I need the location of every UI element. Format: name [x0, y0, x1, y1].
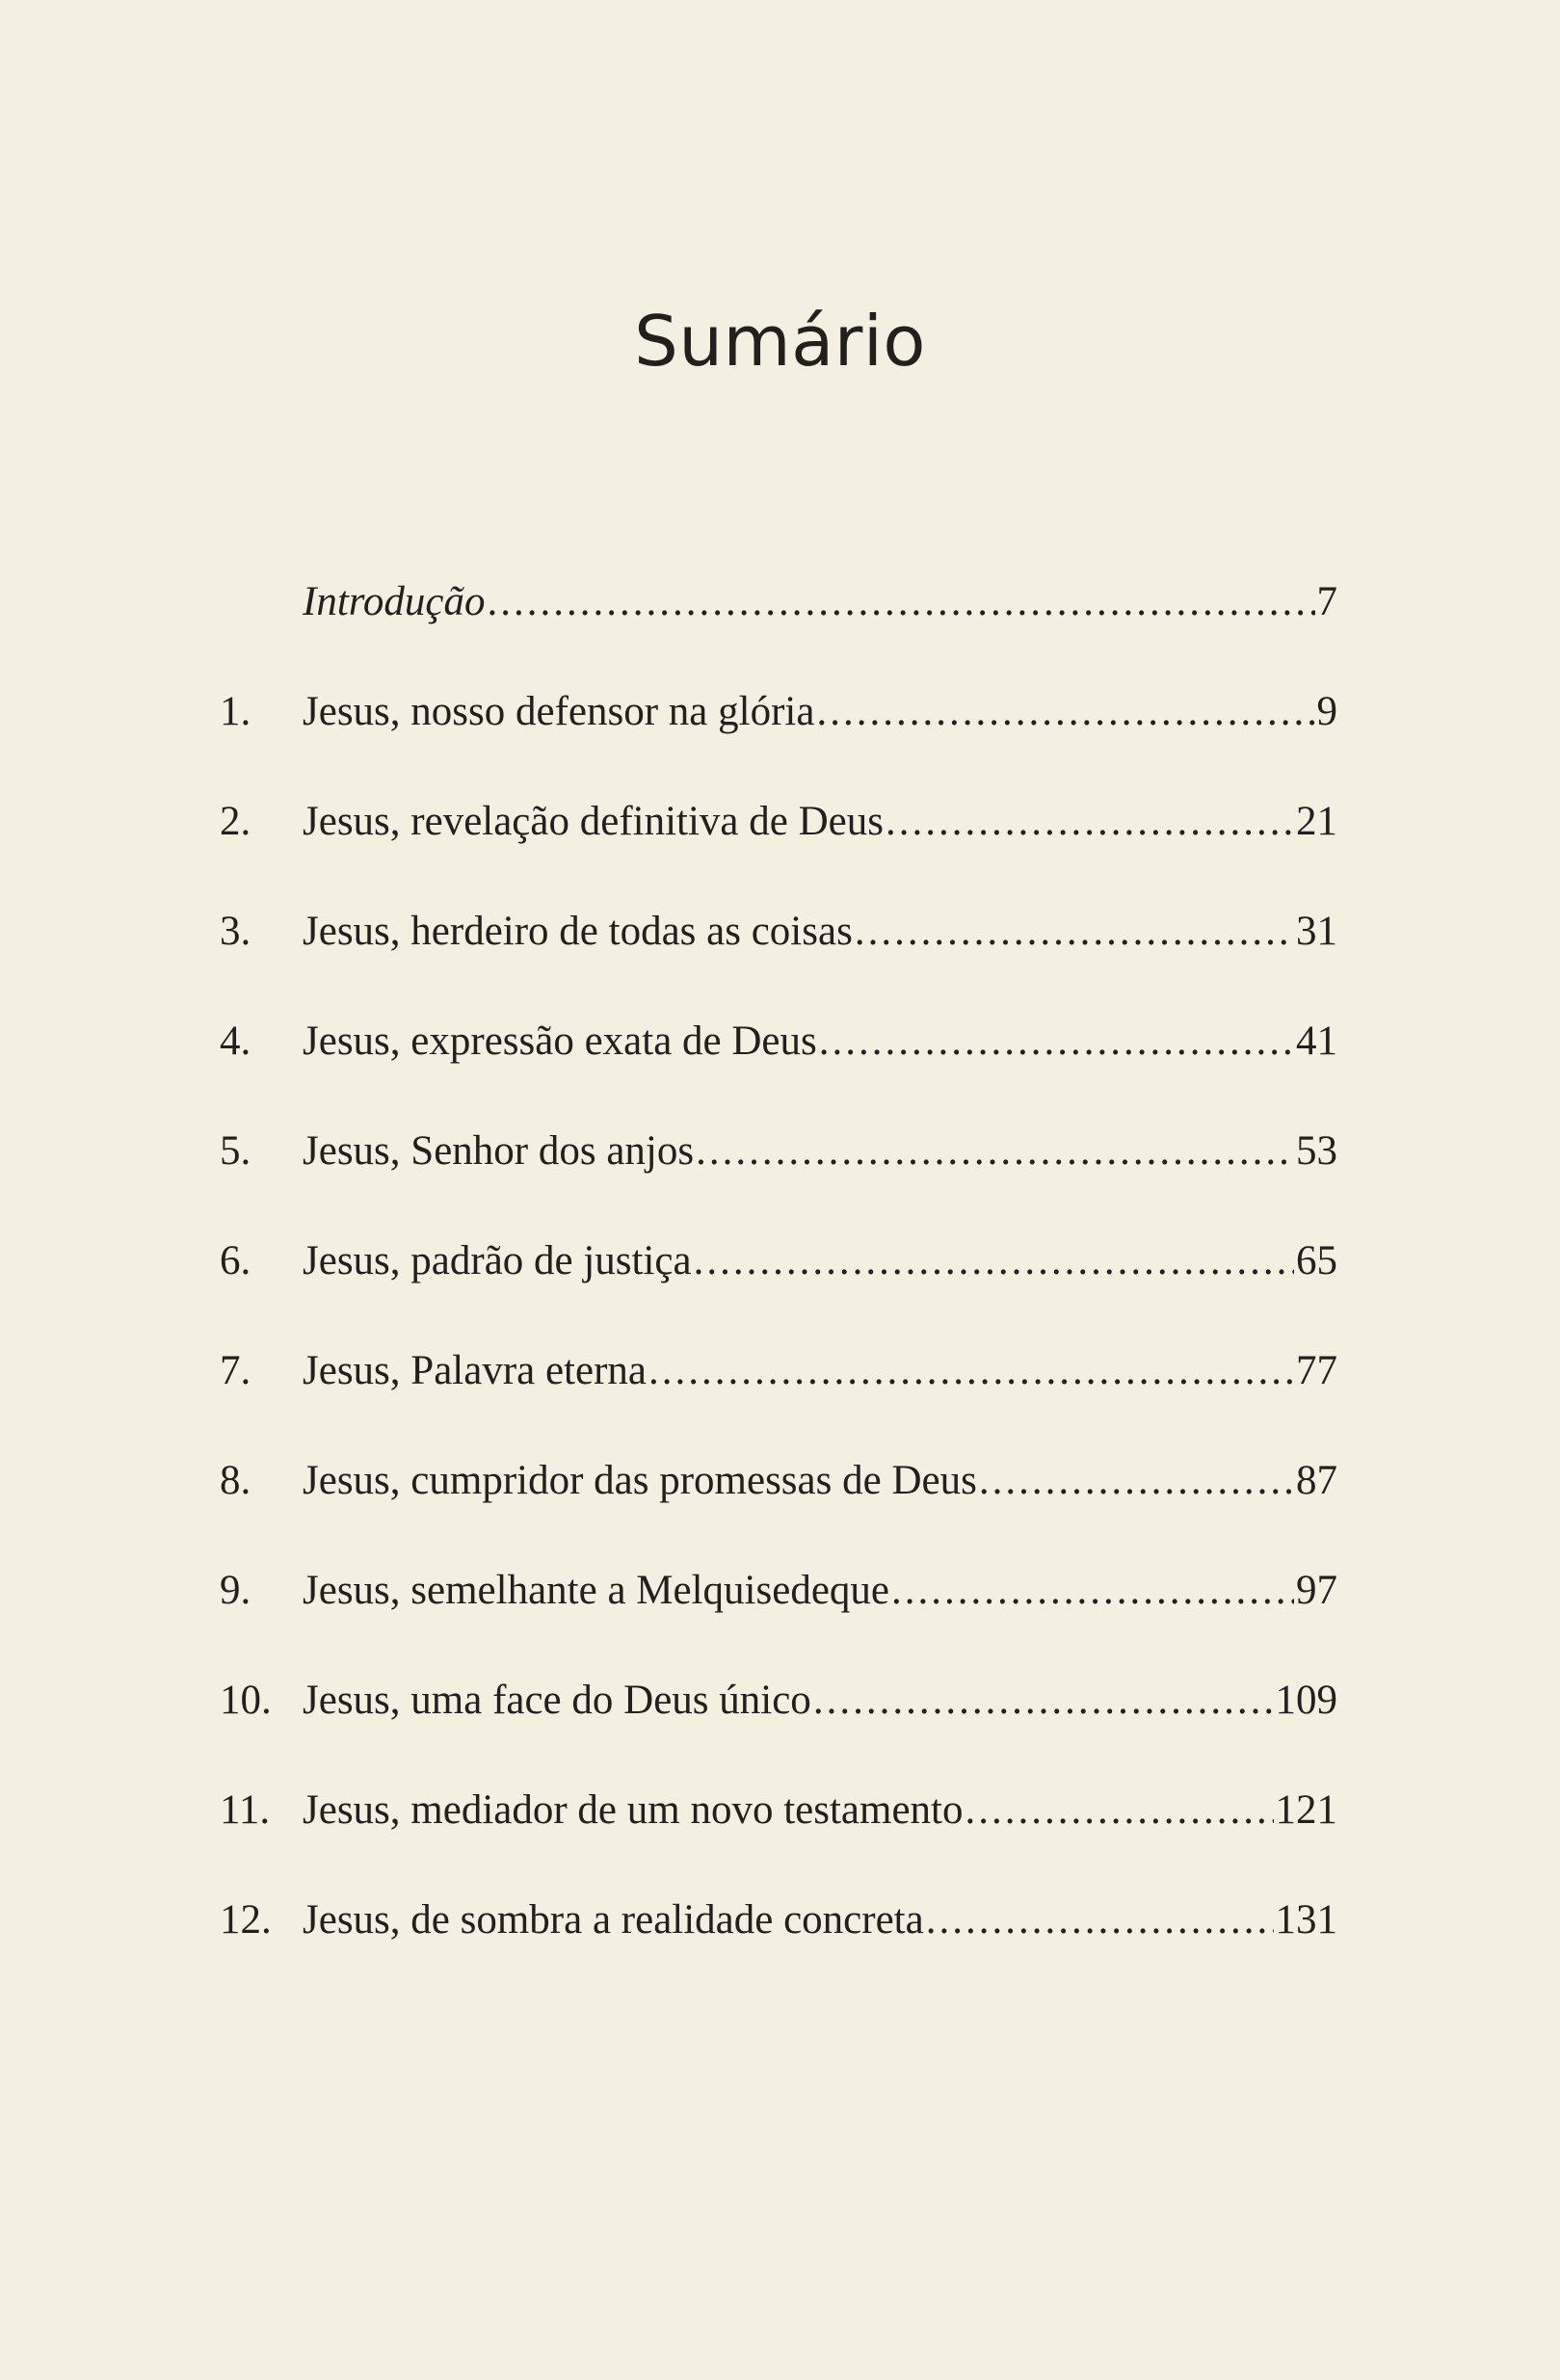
- toc-entry-number: 5.: [220, 1128, 251, 1174]
- toc-entry-chapter-2[interactable]: [220, 798, 1337, 908]
- toc-entry-page: 97: [1296, 1568, 1337, 1613]
- toc-entry-title: Jesus, Palavra eterna: [303, 1348, 647, 1393]
- table-of-contents: [220, 578, 1337, 2006]
- toc-entry-title: Jesus, uma face do Deus único: [303, 1678, 811, 1723]
- toc-entry-title: Jesus, semelhante a Melquisedeque: [303, 1568, 889, 1613]
- toc-entry-chapter-8[interactable]: [220, 1457, 1337, 1567]
- dot-leader: [819, 1018, 1294, 1065]
- toc-entry-page: 9: [1316, 689, 1337, 734]
- toc-entry-chapter-10[interactable]: [220, 1677, 1337, 1786]
- toc-entry-number: 12.: [220, 1897, 272, 1943]
- toc-entry-page: 87: [1296, 1458, 1337, 1503]
- toc-entry-title: Jesus, nosso defensor na glória: [303, 689, 815, 734]
- toc-entry-number: 3.: [220, 909, 251, 954]
- toc-entry-title: Jesus, padrão de justiça: [303, 1238, 692, 1283]
- toc-entry-number: 6.: [220, 1238, 251, 1283]
- toc-entry-number: 10.: [220, 1678, 272, 1723]
- toc-entry-chapter-3[interactable]: [220, 908, 1337, 1018]
- toc-entry-introduction[interactable]: [220, 578, 1337, 688]
- toc-entry-title: Jesus, cumpridor das promessas de Deus: [303, 1458, 977, 1503]
- toc-entry-page: 7: [1316, 579, 1337, 624]
- dot-leader: [965, 1786, 1273, 1834]
- dot-leader: [696, 1127, 1294, 1175]
- dot-leader: [855, 908, 1294, 955]
- dot-leader: [891, 1567, 1294, 1614]
- toc-entry-title: Jesus, de sombra a realidade concreta: [303, 1897, 924, 1943]
- toc-entry-number: 7.: [220, 1348, 251, 1393]
- toc-entry-number: 2.: [220, 799, 251, 844]
- toc-entry-title: Jesus, expressão exata de Deus: [303, 1018, 817, 1064]
- toc-entry-page: 121: [1275, 1787, 1337, 1833]
- dot-leader: [979, 1457, 1294, 1504]
- toc-entry-page: 21: [1296, 799, 1337, 844]
- toc-entry-chapter-5[interactable]: [220, 1127, 1337, 1237]
- toc-entry-title: Jesus, revelação definitiva de Deus: [303, 799, 884, 844]
- toc-entry-chapter-1[interactable]: [220, 688, 1337, 798]
- toc-entry-page: 53: [1296, 1128, 1337, 1174]
- toc-entry-number: 4.: [220, 1018, 251, 1064]
- toc-entry-chapter-4[interactable]: [220, 1018, 1337, 1127]
- dot-leader: [813, 1677, 1274, 1724]
- toc-entry-number: 11.: [220, 1787, 271, 1833]
- toc-entry-page: 77: [1296, 1348, 1337, 1393]
- toc-entry-page: 109: [1275, 1678, 1337, 1723]
- toc-entry-number: 9.: [220, 1568, 251, 1613]
- toc-entry-title: Jesus, herdeiro de todas as coisas: [303, 909, 853, 954]
- toc-entry-title: Jesus, Senhor dos anjos: [303, 1128, 695, 1174]
- toc-entry-chapter-6[interactable]: [220, 1237, 1337, 1347]
- toc-entry-chapter-12[interactable]: [220, 1896, 1337, 2006]
- dot-leader: [488, 578, 1315, 625]
- dot-leader: [648, 1347, 1294, 1394]
- dot-leader: [816, 688, 1314, 735]
- dot-leader: [694, 1237, 1294, 1284]
- dot-leader: [926, 1896, 1274, 1944]
- toc-entry-chapter-11[interactable]: [220, 1786, 1337, 1896]
- dot-leader: [886, 798, 1294, 845]
- toc-entry-number: 8.: [220, 1458, 251, 1503]
- toc-entry-page: 131: [1275, 1897, 1337, 1943]
- toc-entry-title: Jesus, mediador de um novo testamento: [303, 1787, 964, 1833]
- toc-entry-page: 31: [1296, 909, 1337, 954]
- page-title: Sumário: [634, 301, 926, 382]
- toc-entry-chapter-7[interactable]: [220, 1347, 1337, 1457]
- toc-entry-number: 1.: [220, 689, 251, 734]
- toc-entry-page: 65: [1296, 1238, 1337, 1283]
- toc-entry-page: 41: [1296, 1018, 1337, 1064]
- toc-entry-title: Introdução: [303, 579, 486, 624]
- toc-entry-chapter-9[interactable]: [220, 1567, 1337, 1677]
